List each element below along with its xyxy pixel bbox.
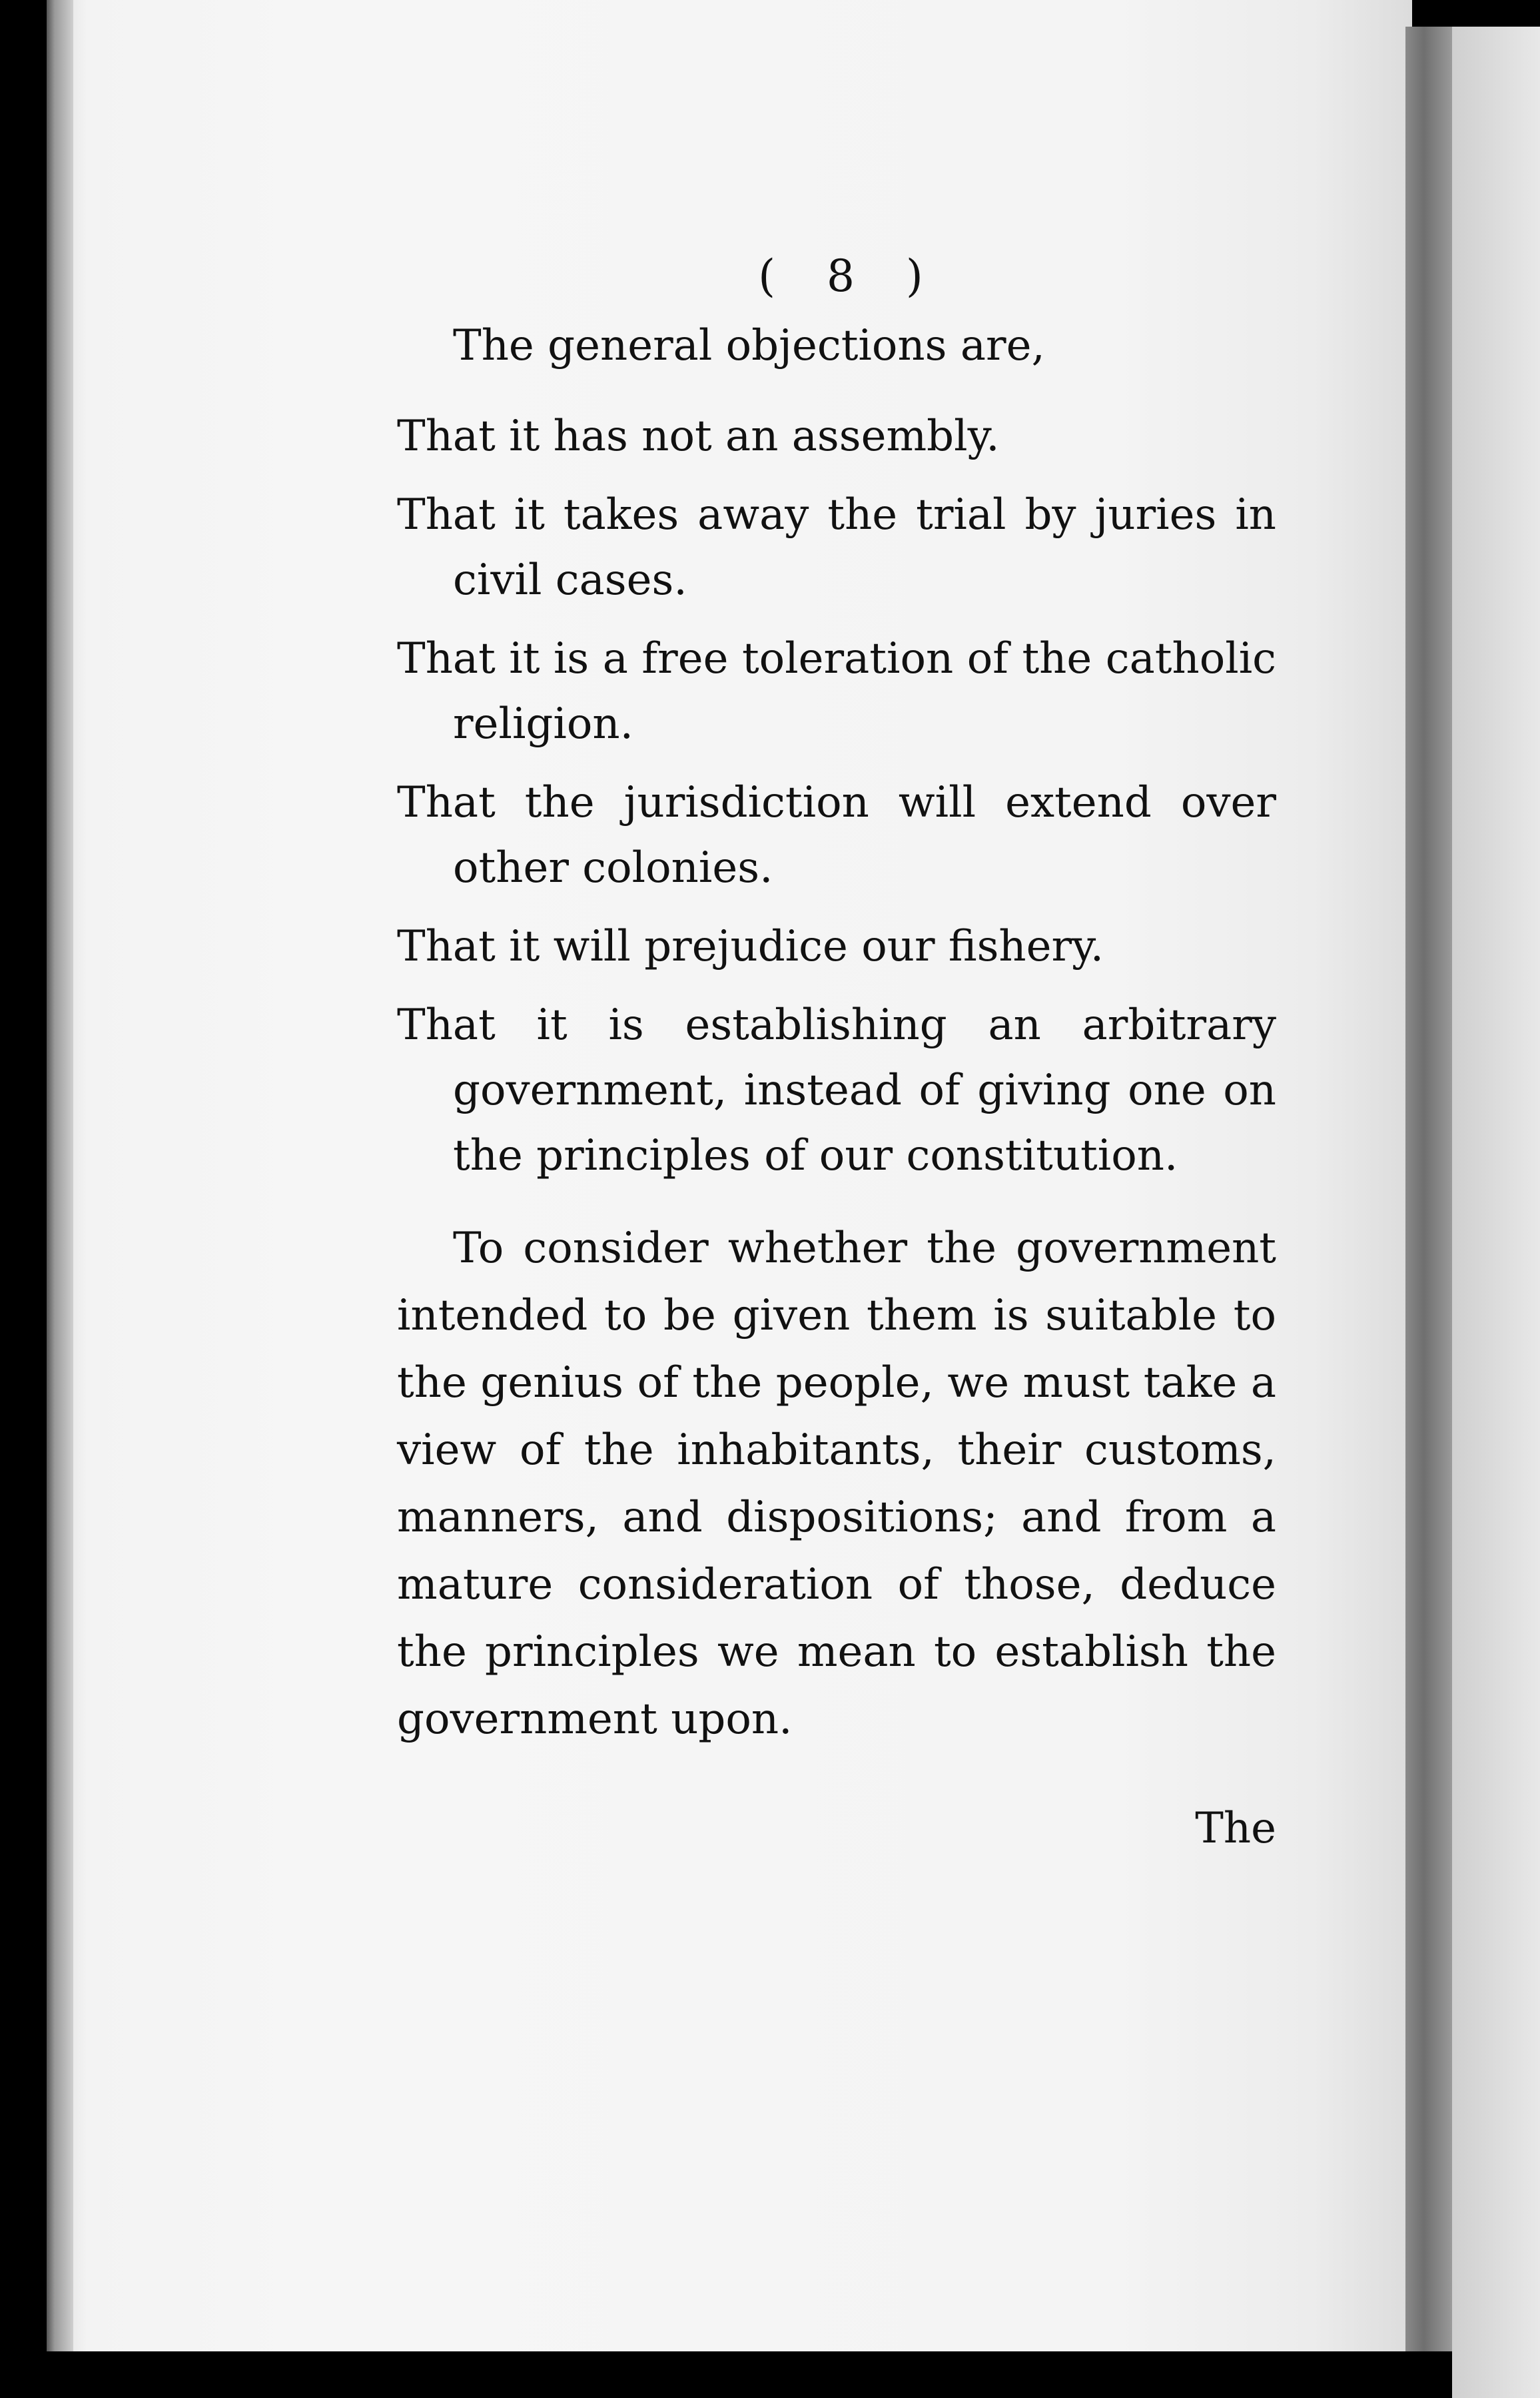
page-number: ( 8 ) (758, 250, 942, 302)
body-paragraph: To consider whether the government intended to be given them is suitable to the genius of the people, we must take a view of the inhabitants, their customs, manners, and dispositions; and from a mature consideration of those, deduce the principles we mean to establish the government upon. (397, 1224, 1276, 1744)
page-binding-edge (47, 0, 73, 2351)
objection-item: That it takes away the trial by juries in civil cases. (397, 490, 1276, 605)
page-text (397, 240, 1276, 1861)
objection-item: That the jurisdiction will extend over other colonies. (397, 778, 1276, 893)
objection-item: That it is establishing an arbitrary government, instead of giving one on the principles of our constitution. (397, 1000, 1276, 1180)
facing-page-edge (1452, 27, 1540, 2398)
objections-heading: The general objections are, (453, 321, 1045, 370)
objection-item: That it has not an assembly. (397, 412, 1000, 461)
catchword: The (1195, 1804, 1276, 1853)
objection-item: That it is a free toleration of the catholic religion. (397, 634, 1276, 749)
gutter-shadow (1405, 27, 1452, 2351)
objection-item: That it will prejudice our fishery. (397, 922, 1104, 971)
